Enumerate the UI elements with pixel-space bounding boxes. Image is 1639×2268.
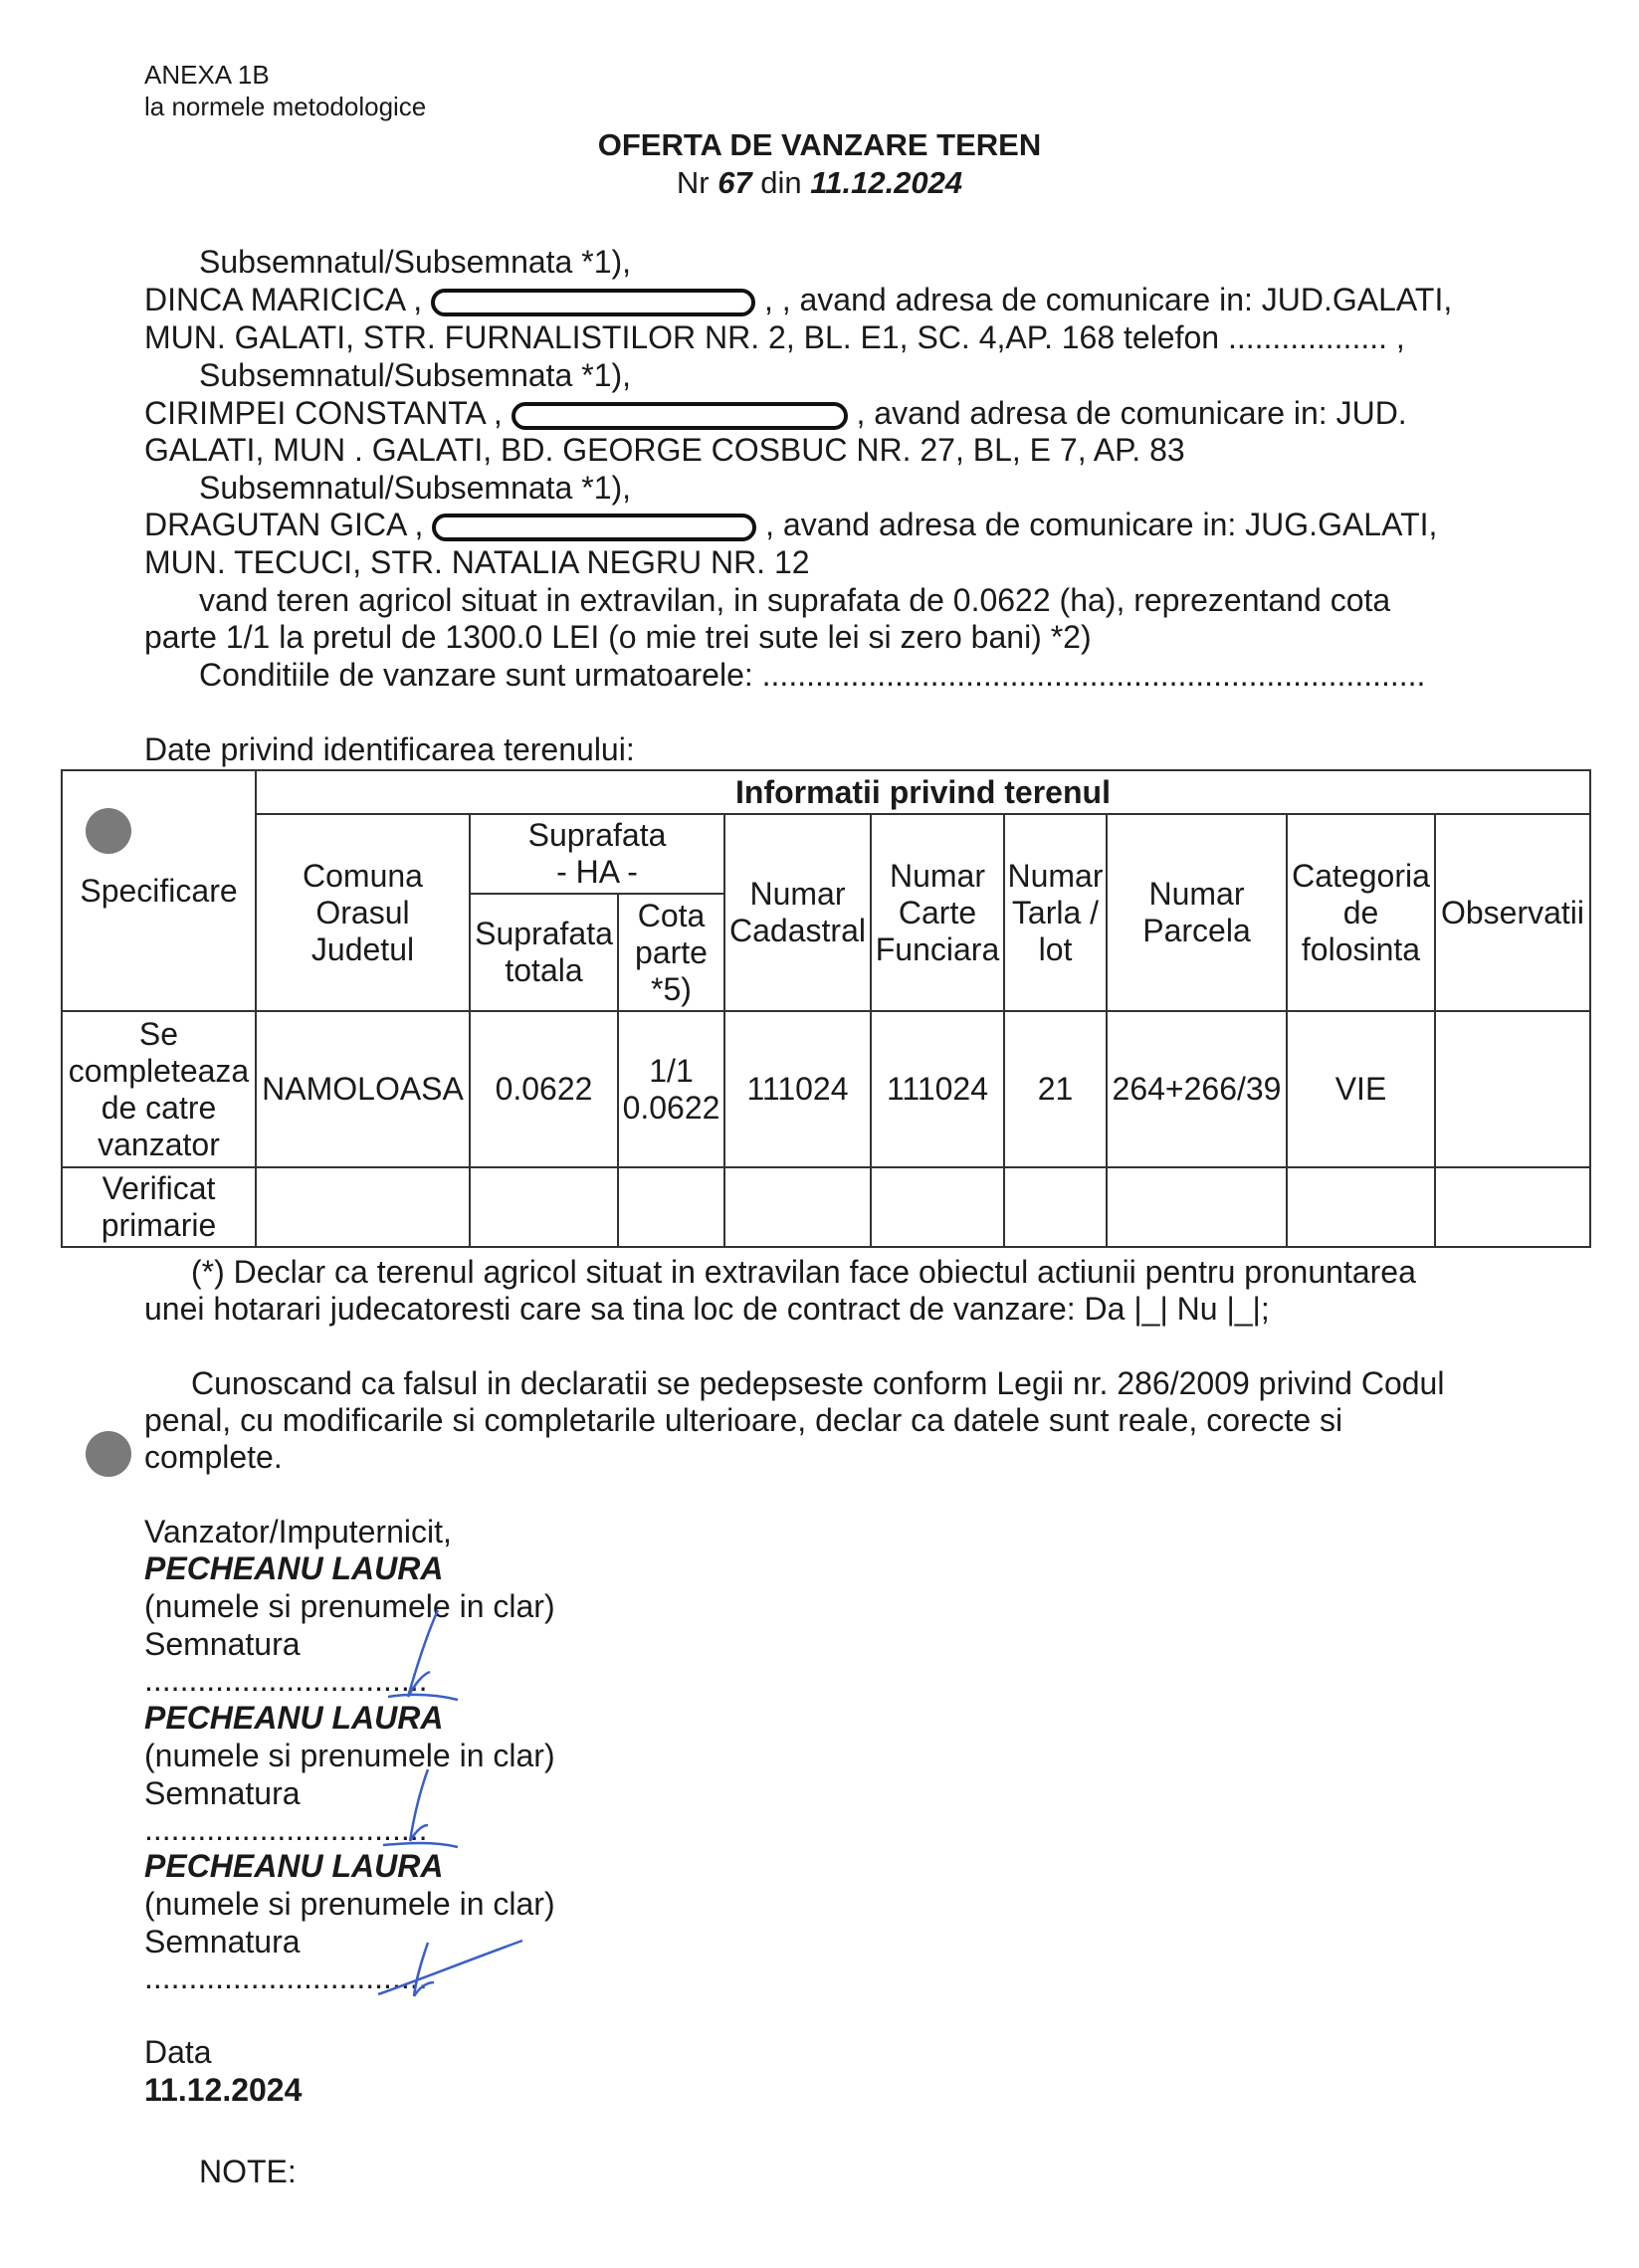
row-label-seller	[62, 1011, 256, 1167]
handwritten-signature-2	[358, 1761, 478, 1861]
signer-2-name: PECHEANU LAURA	[144, 1700, 444, 1736]
empty-cell	[1004, 1167, 1107, 1247]
empty-cell	[1435, 1167, 1590, 1247]
signer-1-note: (numele si prenumele in clar)	[144, 1588, 555, 1624]
header-text: Funciara	[875, 930, 1000, 967]
row-label-text: completeaza	[68, 1052, 250, 1089]
header-text: Categoria	[1292, 857, 1430, 894]
spec-header-cell	[62, 770, 256, 1011]
col-comuna	[256, 814, 470, 1011]
row-label-primarie	[62, 1167, 256, 1247]
col-parcela	[1107, 814, 1287, 1011]
col-observatii	[1435, 814, 1590, 1011]
seller-3-name: DRAGUTAN GICA ,	[144, 507, 424, 542]
annex-label: ANEXA 1B	[144, 60, 270, 90]
signer-3-name: PECHEANU LAURA	[144, 1848, 444, 1884]
header-text: Parcela	[1142, 913, 1251, 948]
header-text: de	[1342, 894, 1379, 930]
annex-sublabel: la normele metodologice	[144, 92, 427, 121]
row-label-text: primarie	[101, 1207, 217, 1243]
nr-value: 67	[717, 165, 752, 200]
land-info-table	[61, 769, 1591, 1248]
header-text: folosinta	[1301, 930, 1421, 967]
table-row-primarie	[62, 1167, 1590, 1247]
seller-3-line1	[144, 507, 1437, 543]
seller-3-address-start: , avand adresa de comunicare in: JUG.GALATI,	[765, 507, 1438, 542]
penal-line-3: complete.	[144, 1439, 283, 1475]
col-cota-parte	[618, 894, 724, 1011]
header-text: Suprafata	[475, 916, 613, 951]
seller-1-address-start: , , avand adresa de comunicare in: JUD.GALATI,	[763, 282, 1453, 317]
header-text: Suprafata	[527, 817, 667, 853]
empty-cell	[1107, 1167, 1287, 1247]
table-caption: Date privind identificarea terenului:	[144, 731, 635, 767]
cota-value: 0.0622	[622, 1089, 720, 1126]
cell-nr-parcela: 264+266/39	[1107, 1011, 1287, 1167]
col-cadastral	[724, 814, 871, 1011]
table-row-seller	[62, 1011, 1590, 1167]
offer-line-2: parte 1/1 la pretul de 1300.0 LEI (o mie trei sute lei si zero bani) *2)	[144, 619, 1092, 655]
header-text: Numar	[1148, 876, 1245, 912]
date-value: 11.12.2024	[144, 2072, 303, 2108]
seller-2-line1	[144, 395, 1407, 432]
row-label-text: Se	[138, 1015, 179, 1052]
date-label: Data	[144, 2034, 212, 2070]
empty-cell	[871, 1167, 1004, 1247]
row-label-text: de catre	[101, 1089, 217, 1126]
punch-hole	[86, 808, 131, 854]
redacted-id-1	[431, 289, 755, 316]
seller-2-name: CIRIMPEI CONSTANTA ,	[144, 395, 503, 431]
declaration-line-2: unei hotarari judecatoresti care sa tina loc de contract de vanzare: Da |_| Nu |_|;	[144, 1291, 1270, 1327]
header-text: Observatii	[1440, 894, 1585, 930]
empty-cell	[1287, 1167, 1435, 1247]
header-text: Comuna	[303, 857, 423, 894]
header-text: *5)	[651, 970, 692, 1007]
header-text: Tarla /	[1011, 894, 1100, 930]
signature-heading: Vanzator/Imputernicit,	[144, 1514, 452, 1549]
notes-label: NOTE:	[199, 2154, 297, 2189]
group-header-cell	[256, 770, 1590, 814]
handwritten-signature-1	[358, 1602, 478, 1712]
header-text: - HA -	[556, 854, 638, 890]
empty-cell	[256, 1167, 470, 1247]
signer-1-name: PECHEANU LAURA	[144, 1550, 444, 1586]
seller-2-address-start: , avand adresa de comunicare in: JUD.	[856, 395, 1407, 431]
redacted-id-3	[432, 514, 756, 541]
signer-1-label: Semnatura	[144, 1626, 301, 1662]
header-text: Judetul	[310, 930, 415, 967]
header-text: Cadastral	[729, 913, 866, 948]
seller-2-address: GALATI, MUN . GALATI, BD. GEORGE COSBUC NR. 27, BL, E 7, AP. 83	[144, 432, 1185, 468]
seller-1-line1	[144, 282, 1452, 318]
seller-1-name: DINCA MARICICA ,	[144, 282, 423, 317]
signer-3-note: (numele si prenumele in clar)	[144, 1886, 555, 1922]
col-suprafata-totala	[470, 894, 618, 1011]
seller-3-address: MUN. TECUCI, STR. NATALIA NEGRU NR. 12	[144, 544, 810, 580]
penal-line-2: penal, cu modificarile si completarile ulterioare, declar ca datele sunt reale, corecte si	[144, 1402, 1343, 1438]
cell-observatii	[1435, 1011, 1590, 1167]
nr-mid: din	[760, 165, 802, 200]
header-text: Numar	[889, 857, 985, 894]
seller-2-intro: Subsemnatul/Subsemnata *1),	[199, 357, 632, 393]
header-text: Orasul	[315, 894, 410, 930]
header-text: Carte	[898, 894, 977, 930]
empty-cell	[724, 1167, 871, 1247]
row-label-text: vanzator	[98, 1126, 220, 1162]
row-label-text: Verificat	[102, 1170, 216, 1206]
seller-1-intro: Subsemnatul/Subsemnata *1),	[199, 244, 632, 280]
cell-cota-parte	[618, 1011, 724, 1167]
document-number	[0, 165, 1639, 201]
seller-3-intro: Subsemnatul/Subsemnata *1),	[199, 470, 632, 506]
sale-conditions: Conditiile de vanzare sunt urmatoarele: ...........................................................................	[199, 657, 1426, 693]
col-tarla	[1004, 814, 1107, 1011]
signer-1-dots: ................................	[144, 1662, 428, 1698]
penal-line-1: Cunoscand ca falsul in declaratii se pedepseste conform Legii nr. 286/2009 privind Codul	[191, 1365, 1445, 1401]
cota-value: 1/1	[649, 1052, 694, 1089]
col-suprafata-group	[470, 814, 724, 894]
spec-header: Specificare	[80, 872, 238, 909]
signer-3-dots: ................................	[144, 1959, 428, 1995]
header-text: parte	[635, 933, 708, 970]
col-categoria	[1287, 814, 1435, 1011]
cell-comuna: NAMOLOASA	[256, 1011, 470, 1167]
signer-2-note: (numele si prenumele in clar)	[144, 1738, 555, 1773]
group-header: Informatii privind terenul	[735, 773, 1111, 810]
document-title: OFERTA DE VANZARE TEREN	[597, 127, 1042, 162]
header-text: Numar	[1007, 857, 1104, 894]
empty-cell	[470, 1167, 618, 1247]
punch-hole	[86, 1431, 131, 1477]
col-carte-funciara	[871, 814, 1004, 1011]
cell-nr-cadastral: 111024	[724, 1011, 871, 1167]
signer-3-label: Semnatura	[144, 1924, 301, 1959]
header-text: lot	[1038, 930, 1073, 967]
cell-suprafata-totala: 0.0622	[470, 1011, 618, 1167]
cell-categoria: VIE	[1287, 1011, 1435, 1167]
offer-line-1: vand teren agricol situat in extravilan, in suprafata de 0.0622 (ha), reprezentand cota	[199, 582, 1391, 618]
signer-2-dots: ................................	[144, 1811, 428, 1847]
declaration-line-1: (*) Declar ca terenul agricol situat in extravilan face obiectul actiunii pentru pronuntarea	[191, 1254, 1416, 1290]
empty-cell	[618, 1167, 724, 1247]
seller-1-address: MUN. GALATI, STR. FURNALISTILOR NR. 2, BL. E1, SC. 4,AP. 168 telefon .................. ,	[144, 319, 1405, 355]
cell-nr-carte-funciara: 111024	[871, 1011, 1004, 1167]
header-text: Numar	[749, 876, 846, 912]
nr-date: 11.12.2024	[810, 165, 963, 200]
header-text: Cota	[637, 897, 706, 933]
redacted-id-2	[512, 402, 848, 430]
nr-prefix: Nr	[676, 165, 710, 200]
handwritten-signature-3	[358, 1931, 537, 2010]
header-text: totala	[505, 952, 583, 988]
cell-nr-tarla: 21	[1004, 1011, 1107, 1167]
signer-2-label: Semnatura	[144, 1775, 301, 1811]
